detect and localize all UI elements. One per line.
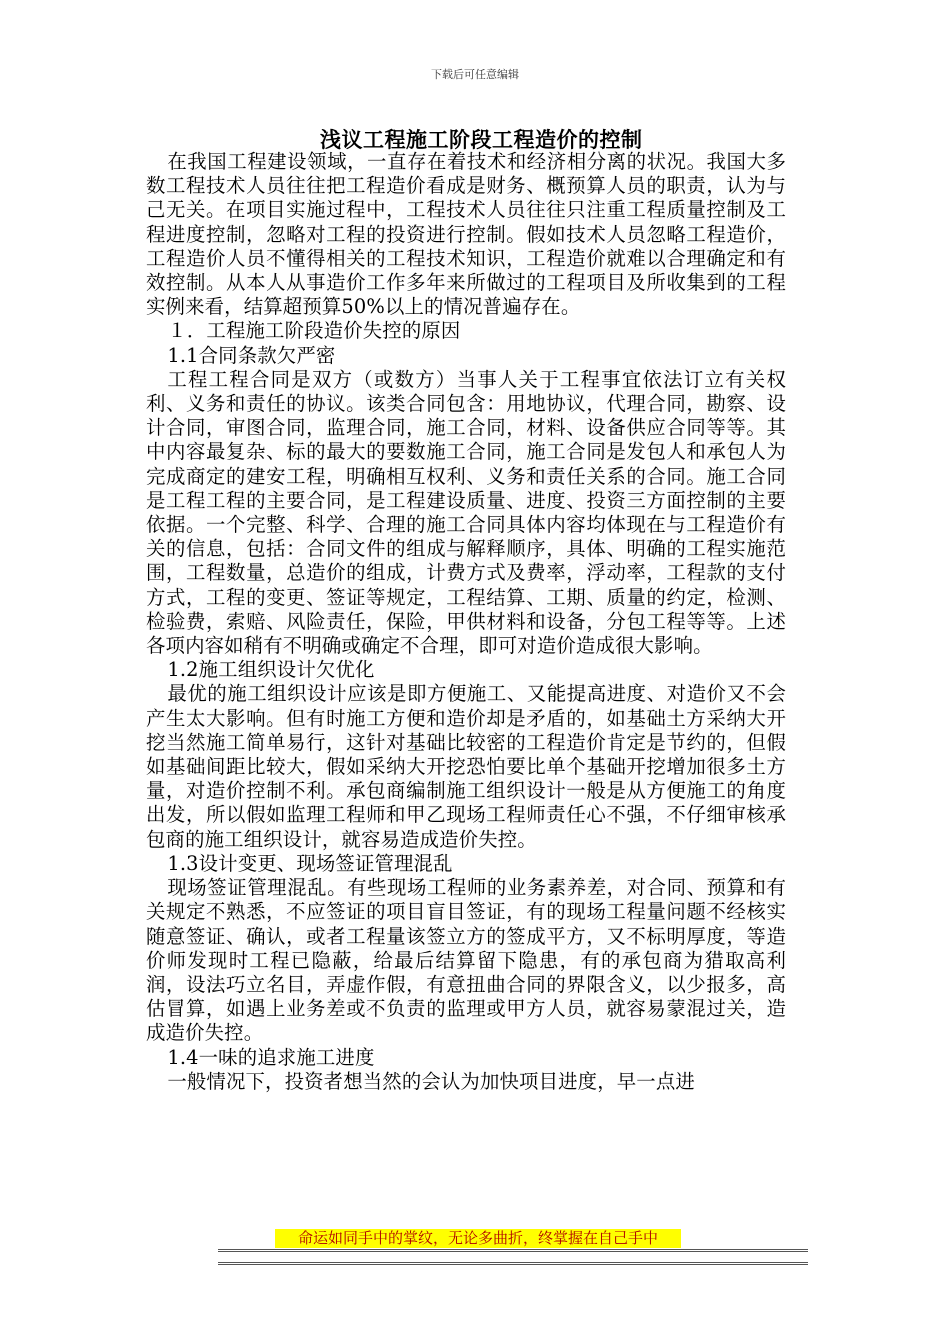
section-1-1-paragraph: 工程工程合同是双方（或数方）当事人关于工程事宜依法订立有关权利、义务和责任的协议。该类合同包含：用地协议，代理合同，勘察、设计合同，审图合同，监理合同，施工合同，材料、设备供应合同等等。其中内容最复杂、标的最大的要数施工合同，施工合同是发包人和承包人为完成商定的建安工程，明确相互权利、义务和责任关系的合同。施工合同是工程工程的主要合同，是工程建设质量、进度、投资三方面控制的主要依据。一个完整、科学、合理的施工合同具体内容均体现在与工程造价有关的信息，包括：合同文件的组成与解释顺序，具体、明确的工程实施范围，工程数量，总造价的组成，计费方式及费率，浮动率，工程款的支付方式，工程的变更、签证等规定，工程结算、工期、质量的约定，检测、检验费，索赔、风险责任，保险，甲供材料和设备，分包工程等等。上述各项内容如稍有不明确或确定不合理，即可对造价造成很大影响。 <box>146 367 786 658</box>
intro-paragraph: 在我国工程建设领域，一直存在着技术和经济相分离的状况。我国大多数工程技术人员往往把工程造价看成是财务、概预算人员的职责，认为与己无关。在项目实施过程中，工程技术人员往往只注重工程质量控制及工程进度控制，忽略对工程的投资进行控制。假如技术人员忽略工程造价，工程造价人员不懂得相关的工程技术知识，工程造价就难以合理确定和有效控制。从本人从事造价工作多年来所做过的工程项目及所收集到的工程实例来看，结算超预算50%以上的情况普遍存在。 <box>146 150 786 319</box>
header-note: 下载后可任意编辑 <box>431 68 519 81</box>
document-body <box>146 150 786 1094</box>
document-title: 浅议工程施工阶段工程造价的控制 <box>320 127 643 152</box>
section-1-2-heading: 1.2施工组织设计欠优化 <box>167 658 375 682</box>
section-1-2-paragraph: 最优的施工组织设计应该是即方便施工、又能提高进度、对造价又不会产生太大影响。但有时施工方便和造价却是矛盾的，如基础土方采纳大开挖当然施工简单易行，这针对基础比较密的工程造价肯定是节约的，但假如基础间距比较大，假如采纳大开挖恐怕要比单个基础开挖增加很多土方量，对造价控制不利。承包商编制施工组织设计一般是从方便施工的角度出发，所以假如监理工程师和甲乙现场工程师责任心不强，不仔细审核承包商的施工组织设计，就容易造成造价失控。 <box>146 682 786 851</box>
section-1-4-heading: 1.4一味的追求施工进度 <box>167 1045 375 1069</box>
section-1-heading: １．工程施工阶段造价失控的原因 <box>167 319 461 343</box>
section-1-4-paragraph: 一般情况下，投资者想当然的会认为加快项目进度，早一点进 <box>167 1069 695 1093</box>
footer-divider <box>218 1249 808 1265</box>
footer-banner: 命运如同手中的掌纹，无论多曲折，终掌握在自己手中 <box>275 1229 681 1248</box>
section-1-1-heading: 1.1合同条款欠严密 <box>167 343 336 367</box>
section-1-3-heading: 1.3设计变更、现场签证管理混乱 <box>167 851 453 875</box>
section-1-3-paragraph: 现场签证管理混乱。有些现场工程师的业务素养差，对合同、预算和有关规定不熟悉，不应签证的项目盲目签证，有的现场工程量问题不经核实随意签证、确认，或者工程量该签立方的签成平方，又不标明厚度，等造价师发现时工程已隐蔽，给最后结算留下隐患，有的承包商为猎取高利润，设法巧立名目，弄虚作假，有意扭曲合同的界限含义，以少报多，高估冒算，如遇上业务差或不负责的监理或甲方人员，就容易蒙混过关，造成造价失控。 <box>146 876 786 1045</box>
